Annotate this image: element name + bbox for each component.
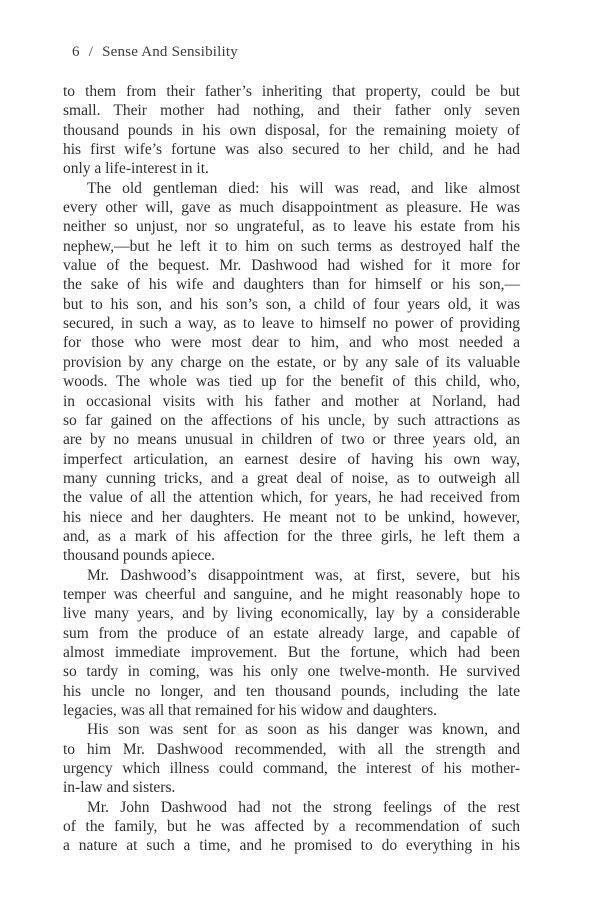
text-line: sum from the produce of an estate already large, and capable of [63, 624, 520, 642]
text-line: urgency which illness could command, the interest of his mother- [63, 760, 520, 778]
text-line: thousand pounds apiece. [63, 547, 215, 565]
paragraph [63, 179, 520, 566]
text-line: every other will, gave as much disappointment as pleasure. He was [63, 199, 520, 217]
paragraph [63, 720, 520, 797]
paragraph [63, 566, 520, 721]
text-line: secured, in such a way, as to leave to himself no power of providing [63, 315, 520, 333]
text-line: live many years, and by living economically, lay by a considerable [63, 605, 520, 623]
page-header [72, 44, 238, 61]
header-separator: / [88, 44, 94, 60]
page-number: 6 [72, 44, 80, 60]
text-line: in occasional visits with his father and mother at Norland, had [63, 392, 520, 410]
text-line: of the family, but he was affected by a recommendation of such [63, 818, 520, 836]
text-line: his uncle no longer, and ten thousand pounds, including the late [63, 682, 520, 700]
text-line: provision by any charge on the estate, or by any sale of its valuable [63, 353, 520, 371]
text-line: woods. The whole was tied up for the benefit of this child, who, [63, 373, 520, 391]
text-line: his niece and her daughters. He meant not to be unkind, however, [63, 508, 520, 526]
text-line: His son was sent for as soon as his danger was known, and [87, 721, 520, 739]
page-body [63, 82, 520, 856]
book-title: Sense And Sensibility [102, 44, 238, 60]
text-line: to him Mr. Dashwood recommended, with all the strength and [63, 740, 520, 758]
text-line: the value of all the attention which, for years, he had received from [63, 489, 520, 507]
text-line: only a life-interest in it. [63, 160, 209, 178]
text-line: to them from their father’s inheriting that property, could be but [63, 83, 520, 100]
text-line: neither so unjust, nor so ungrateful, as to leave his estate from his [63, 218, 520, 236]
text-line: are by no means unusual in children of two or three years old, an [63, 431, 520, 449]
text-line: so far gained on the affections of his uncle, by such attractions as [63, 411, 520, 429]
text-line: The old gentleman died: his will was read, and like almost [87, 179, 520, 197]
paragraph [63, 798, 520, 856]
text-line: his first wife’s fortune was also secured to her child, and he had [63, 141, 520, 159]
text-line: nephew,—but he left it to him on such terms as destroyed half the [63, 237, 520, 255]
text-line: small. Their mother had nothing, and their father only seven [63, 102, 520, 120]
text-line: Mr. Dashwood’s disappointment was, at first, severe, but his [87, 566, 520, 584]
text-line: and, as a mark of his affection for the three girls, he left them a [63, 527, 520, 545]
paragraph [63, 82, 520, 179]
text-line: value of the bequest. Mr. Dashwood had wished for it more for [63, 257, 520, 275]
text-line: legacies, was all that remained for his widow and daughters. [63, 702, 438, 719]
text-line: for those who were most dear to him, and who most needed a [63, 334, 520, 352]
text-line: imperfect articulation, an earnest desire of having his own way, [63, 450, 520, 468]
text-line: temper was cheerful and sanguine, and he might reasonably hope to [63, 585, 520, 603]
text-line: a nature at such a time, and he promised to do everything in his [63, 837, 520, 855]
text-line: Mr. John Dashwood had not the strong feelings of the rest [87, 798, 520, 816]
text-line: thousand pounds in his own disposal, for the remaining moiety of [63, 121, 520, 139]
text-line: many cunning tricks, and a great deal of noise, as to outweigh all [63, 469, 520, 487]
text-line: the sake of his wife and daughters than for himself or his son,— [63, 276, 520, 294]
text-line: so tardy in coming, was his only one twelve-month. He survived [63, 663, 520, 681]
text-line: almost immediate improvement. But the fortune, which had been [63, 643, 520, 661]
text-line: in-law and sisters. [63, 779, 176, 797]
text-line: but to his son, and his son’s son, a child of four years old, it was [63, 295, 520, 313]
